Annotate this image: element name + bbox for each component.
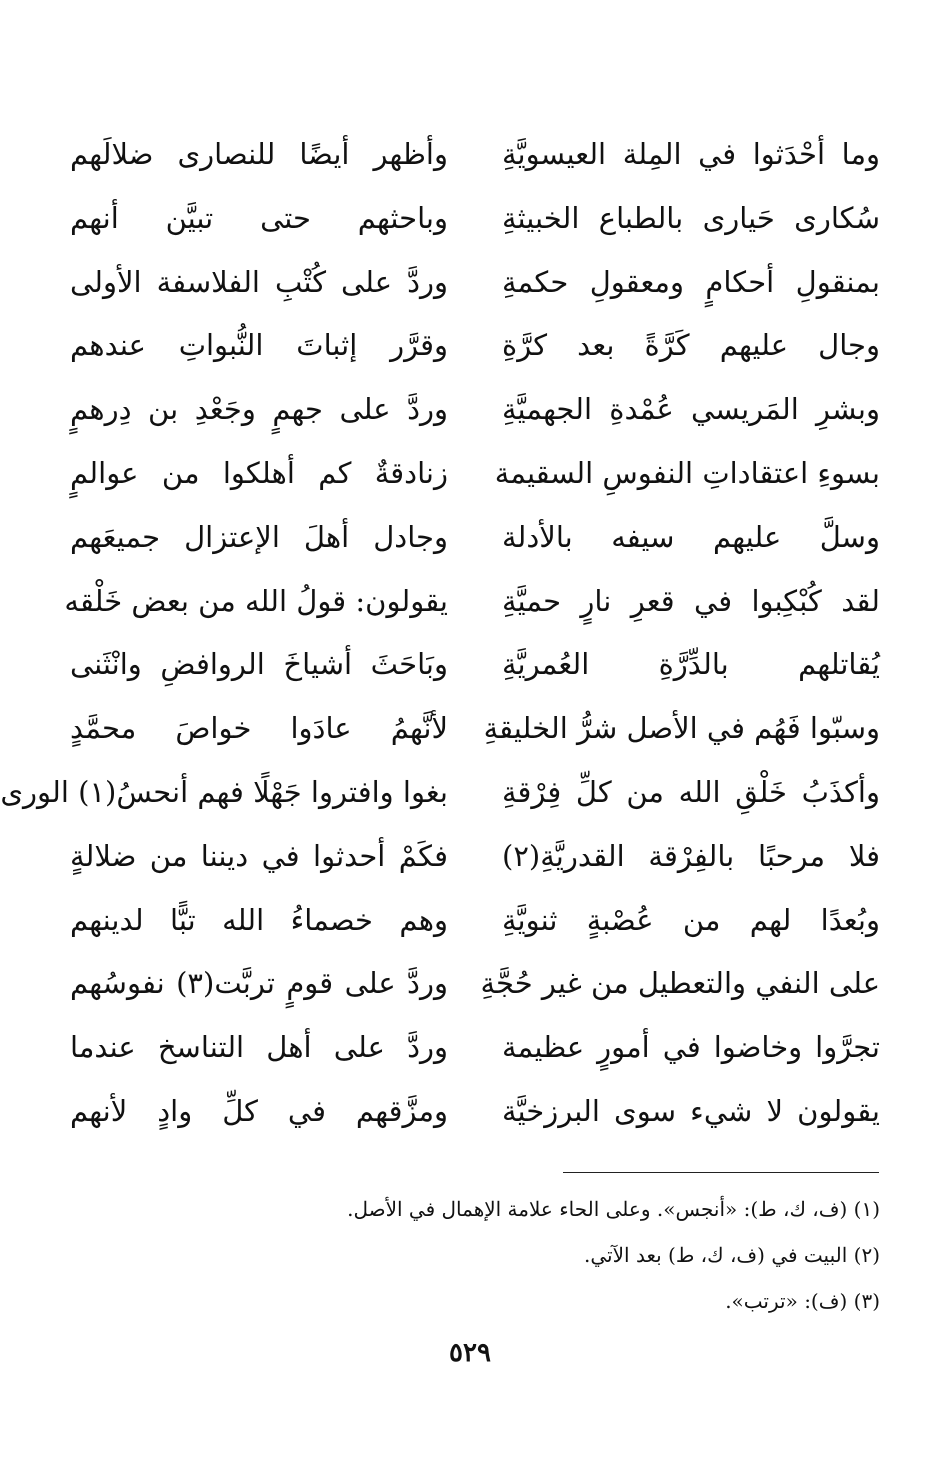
- first-hemistich: وردَّ على قومٍ تربَّت(٣) نفوسُهم: [70, 966, 448, 1001]
- poem-verses: [0, 128, 880, 1149]
- second-hemistich: وما أحْدَثوا في المِلة العيسويَّةِ: [502, 137, 880, 171]
- second-hemistich: وبشرِ المَريسي عُمْدةِ الجهميَّةِ: [502, 392, 880, 427]
- verse-line: [70, 1085, 880, 1149]
- second-hemistich: لقد كُبْكِبوا في قعرِ نارٍ حميَّةِ: [502, 583, 880, 618]
- second-hemistich: تجرَّوا وخاضوا في أمورٍ عظيمة: [502, 1030, 880, 1065]
- second-hemistich: وسلَّ عليهم سيفه بالأدلة: [502, 519, 880, 554]
- second-hemistich: سُكارى حَيارى بالطباع الخبيثةِ: [502, 200, 880, 235]
- first-hemistich: وباحثهم حتى تبيَّن أنهم: [70, 200, 448, 235]
- verse-line: [0, 766, 880, 830]
- first-hemistich: وهم خصماءُ الله تبًّا لدينهم: [70, 902, 448, 937]
- verse-line: [70, 383, 880, 447]
- second-hemistich: على النفي والتعطيل من غير حُجَّةِ: [480, 966, 880, 1001]
- first-hemistich: وردَّ على أهل التناسخ عندما: [70, 1030, 448, 1065]
- verse-line: [70, 128, 880, 192]
- second-hemistich: بسوءِ اعتقاداتِ النفوسِ السقيمة: [494, 455, 880, 490]
- first-hemistich: وبَاحَثَ أشياخَ الروافضِ وانْثَنى: [70, 647, 448, 682]
- footnote: (٢) البيت في (ف، ك، ط) بعد الآتي.: [584, 1243, 880, 1267]
- second-hemistich: يقولون لا شيء سوى البرزخيَّة: [502, 1093, 880, 1128]
- first-hemistich: وردَّ على جهمٍ وجَعْدِ بن دِرهمٍ: [70, 392, 448, 427]
- verse-line: [70, 894, 880, 958]
- second-hemistich: فلا مرحبًا بالفِرْقة القدريَّةِ(٢): [502, 838, 880, 873]
- footnote: (١) (ف، ك، ط): «أنجس». وعلى الحاء علامة الإهمال في الأصل.: [347, 1197, 880, 1221]
- footnote: (٣) (ف): «ترتب».: [725, 1289, 880, 1313]
- footnote-divider: [563, 1172, 879, 1173]
- first-hemistich: وردَّ على كُتْبِ الفلاسفة الأولى: [70, 264, 448, 299]
- verse-line: [70, 319, 880, 383]
- page-number: ٥٢٩: [449, 1338, 491, 1368]
- first-hemistich: بغوا وافتروا جَهْلًا فهم أنحسُ(١) الورى: [0, 774, 448, 809]
- first-hemistich: يقولون: قولُ الله من بعض خَلْقه: [64, 583, 448, 618]
- first-hemistich: وأظهر أيضًا للنصارى ضلالَهم: [70, 137, 448, 171]
- first-hemistich: وجادل أهلَ الإعتزال جميعَهم: [70, 519, 448, 554]
- verse-line: [70, 256, 880, 320]
- verse-line: [70, 192, 880, 256]
- verse-line: [70, 1021, 880, 1085]
- verse-line: [70, 638, 880, 702]
- first-hemistich: ومزَّقهم في كلِّ وادٍ لأنهم: [70, 1093, 448, 1128]
- second-hemistich: وجال عليهم كَرَّةً بعد كرَّةِ: [502, 328, 880, 363]
- verse-line: [70, 447, 880, 511]
- first-hemistich: فكَمْ أحدثوا في ديننا من ضلالةٍ: [70, 838, 448, 873]
- footnotes: [120, 1186, 880, 1324]
- second-hemistich: بمنقولِ أحكامٍ ومعقولِ حكمةِ: [502, 264, 880, 299]
- second-hemistich: وأكذَبُ خَلْقِ الله من كلِّ فِرْقةِ: [502, 774, 880, 809]
- first-hemistich: زنادقةٌ كم أهلكوا من عوالمٍ: [70, 455, 448, 490]
- verse-line: [70, 511, 880, 575]
- second-hemistich: يُقاتلهم بالدِّرَّةِ العُمريَّةِ: [502, 647, 880, 682]
- second-hemistich: وسبّوا فَهُم في الأصل شرُّ الخليقةِ: [483, 711, 880, 746]
- verse-line: [64, 575, 880, 639]
- verse-line: [70, 702, 880, 766]
- first-hemistich: وقرَّر إثباتَ النُّبواتِ عندهم: [70, 328, 448, 363]
- verse-line: [70, 957, 880, 1021]
- first-hemistich: لأنَّهمُ عادَوا خواصَ محمَّدٍ: [70, 711, 448, 746]
- verse-line: [70, 830, 880, 894]
- second-hemistich: وبُعدًا لهم من عُصْبةٍ ثنويَّةِ: [502, 902, 880, 937]
